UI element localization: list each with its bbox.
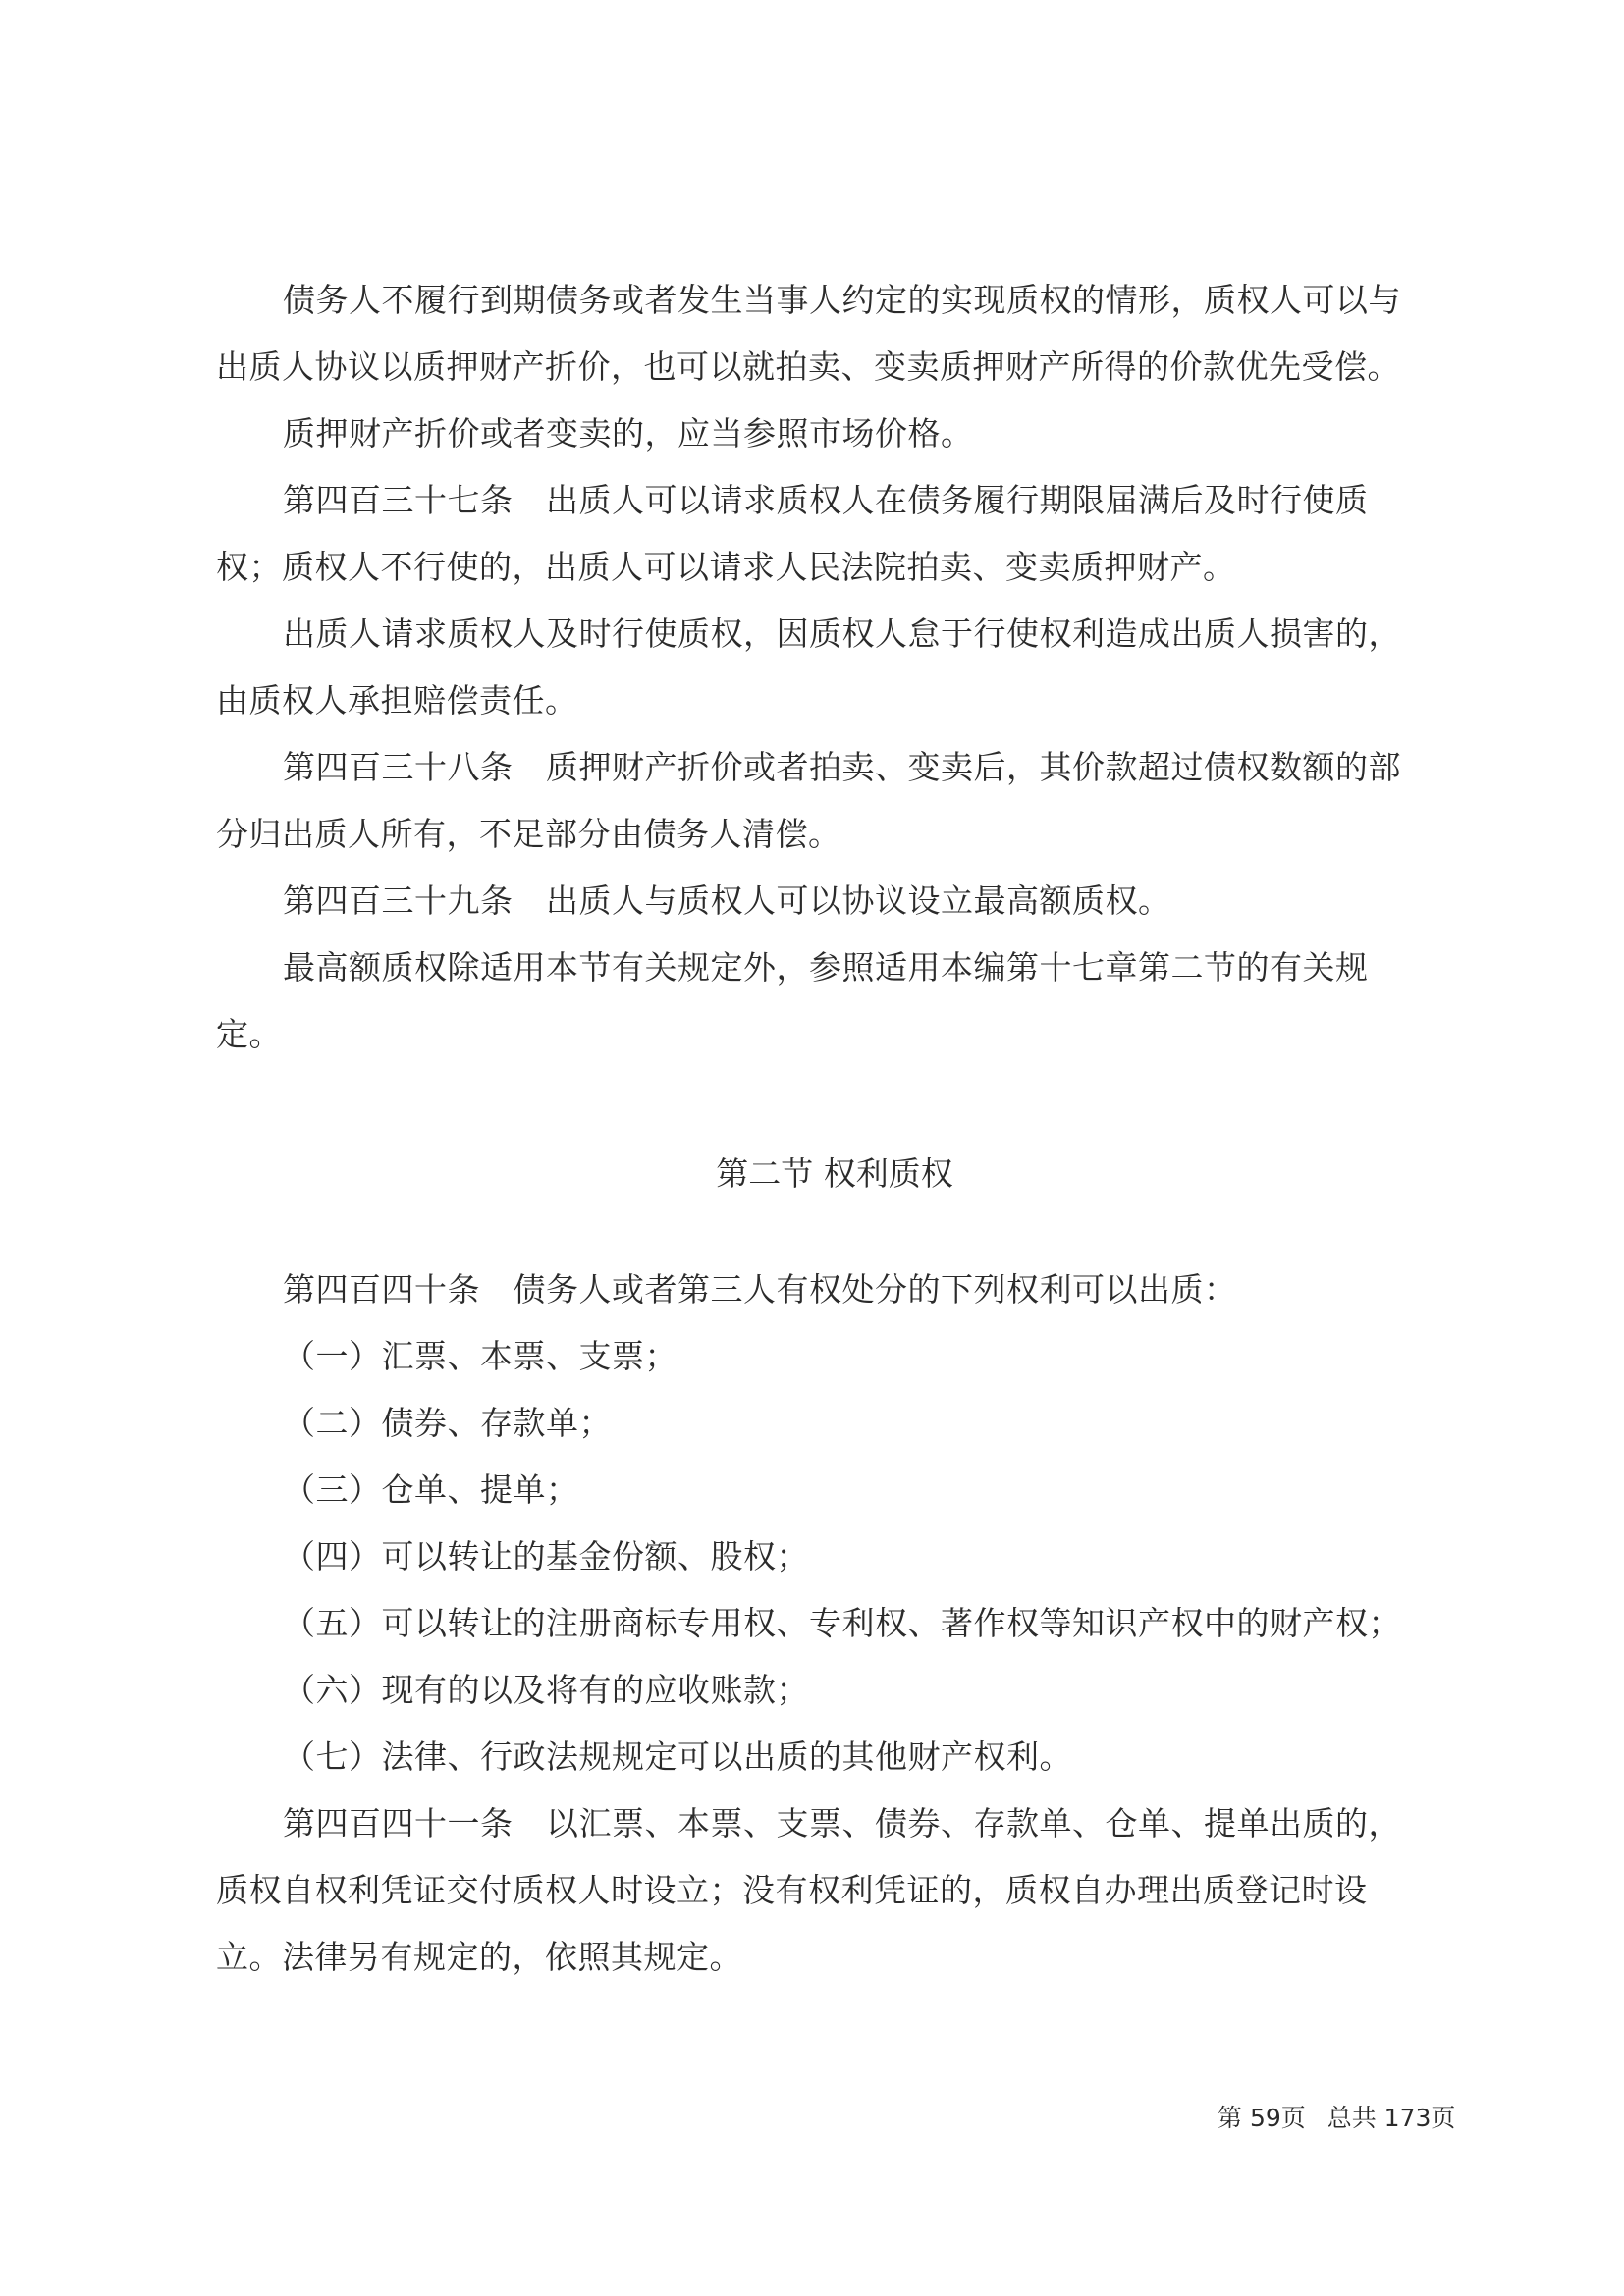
page-number: 第 59页: [1218, 2104, 1306, 2132]
document-body: [216, 267, 1424, 1991]
section-heading: 第二节 权利质权: [716, 1154, 953, 1193]
paragraph: 债务人不履行到期债务或者发生当事人约定的实现质权的情形，质权人可以与出质人协议以质押财产折价，也可以就拍卖、变卖质押财产所得的价款优先受偿。: [216, 281, 1401, 386]
paragraph: 第四百四十条 债务人或者第三人有权处分的下列权利可以出质：: [283, 1270, 1237, 1308]
list-item: （七）法律、行政法规规定可以出质的其他财产权利。: [283, 1737, 1072, 1776]
paragraph: 质押财产折价或者变卖的，应当参照市场价格。: [283, 414, 974, 453]
list-item: （六）现有的以及将有的应收账款；: [283, 1671, 809, 1709]
paragraph: 出质人请求质权人及时行使质权，因质权人怠于行使权利造成出质人损害的，由质权人承担赔偿责任。: [216, 614, 1401, 720]
paragraph: 第四百三十九条 出质人与质权人可以协议设立最高额质权。: [283, 881, 1171, 920]
list-item: （三）仓单、提单；: [283, 1470, 579, 1509]
paragraph: 第四百四十一条 以汇票、本票、支票、债券、存款单、仓单、提单出质的，质权自权利凭证交付质权人时设立；没有权利凭证的，质权自办理出质登记时设立。法律另有规定的，依照其规定。: [216, 1804, 1401, 1976]
list-item: （一）汇票、本票、支票；: [283, 1337, 677, 1375]
paragraph: 第四百三十七条 出质人可以请求质权人在债务履行期限届满后及时行使质权；质权人不行使的，出质人可以请求人民法院拍卖、变卖质押财产。: [216, 481, 1369, 586]
paragraph: 最高额质权除适用本节有关规定外，参照适用本编第十七章第二节的有关规定。: [216, 948, 1369, 1053]
list-item: （五）可以转让的注册商标专用权、专利权、著作权等知识产权中的财产权；: [283, 1604, 1401, 1642]
list-item: （二）债券、存款单；: [283, 1404, 612, 1442]
page-footer: [1218, 2102, 1455, 2135]
total-pages: 总共 173页: [1326, 2104, 1456, 2132]
list-item: （四）可以转让的基金份额、股权；: [283, 1537, 809, 1575]
paragraph: 第四百三十八条 质押财产折价或者拍卖、变卖后，其价款超过债权数额的部分归出质人所有，不足部分由债务人清偿。: [216, 748, 1401, 853]
